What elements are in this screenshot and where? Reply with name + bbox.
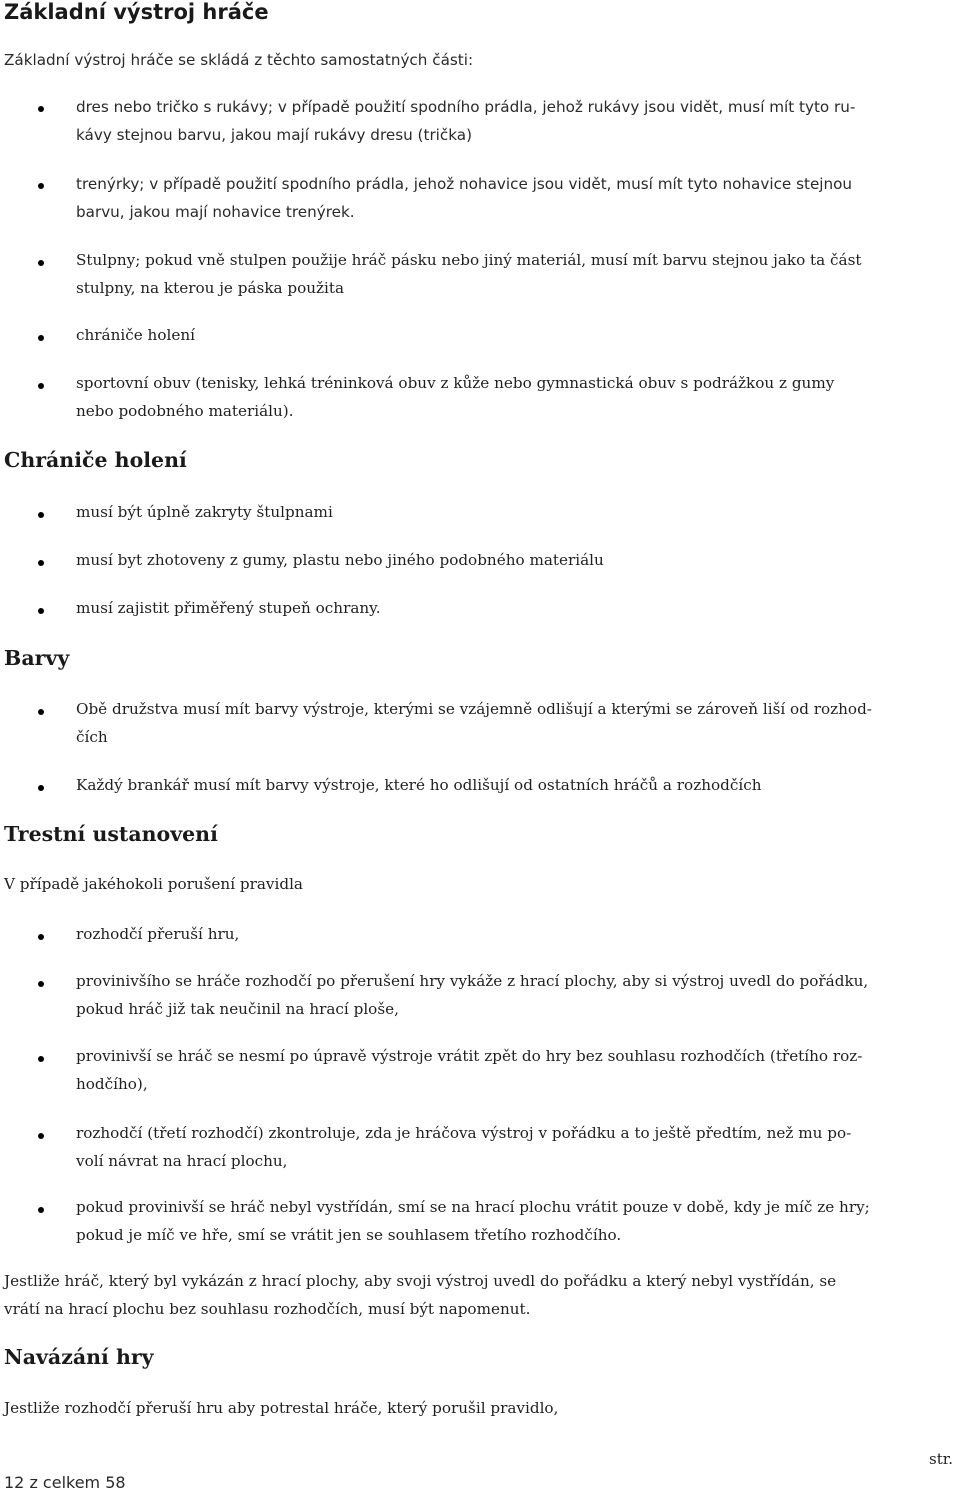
list-item-line: provinivší se hráč se nesmí po úpravě výstroje vrátit zpět do hry bez souhlasu rozhodčích (třetího roz- bbox=[76, 1047, 863, 1065]
list-item-line: rozhodčí (třetí rozhodčí) zkontroluje, zda je hráčova výstroj v pořádku a to ještě předtím, než mu po- bbox=[76, 1124, 852, 1142]
bullet bbox=[38, 709, 44, 715]
section-title-zakladni-vystroj: Základní výstroj hráče bbox=[4, 0, 269, 24]
bullet bbox=[38, 1207, 44, 1213]
list-item-line: čích bbox=[76, 728, 108, 746]
list-item-line: pokud hráč již tak neučinil na hrací ploše, bbox=[76, 1000, 399, 1018]
list-item-line: musí byt zhotoveny z gumy, plastu nebo jiného podobného materiálu bbox=[76, 551, 604, 569]
section-title-barvy: Barvy bbox=[4, 646, 70, 670]
list-item-line: volí návrat na hrací plochu, bbox=[76, 1152, 288, 1170]
list-item-line: kávy stejnou barvu, jakou mají rukávy dresu (trička) bbox=[76, 126, 473, 144]
bullet bbox=[38, 560, 44, 566]
list-item-line: trenýrky; v případě použití spodního prádla, jehož nohavice jsou vidět, musí mít tyto nohavice stejnou bbox=[76, 175, 853, 193]
bullet bbox=[38, 934, 44, 940]
list-item-line: musí zajistit přiměřený stupeň ochrany. bbox=[76, 599, 381, 617]
list-item-line: barvu, jakou mají nohavice trenýrek. bbox=[76, 203, 355, 221]
bullet bbox=[38, 106, 44, 112]
list-item-line: pokud je míč ve hře, smí se vrátit jen se souhlasem třetího rozhodčího. bbox=[76, 1226, 622, 1244]
bullet bbox=[38, 335, 44, 341]
list-item-line: dres nebo tričko s rukávy; v případě použití spodního prádla, jehož rukávy jsou vidět, musí mít tyto ru- bbox=[76, 98, 856, 116]
list-item-line: stulpny, na kterou je páska použita bbox=[76, 279, 345, 297]
bullet bbox=[38, 1056, 44, 1062]
section-title-trestni-ustanoveni: Trestní ustanovení bbox=[4, 822, 218, 846]
bullet bbox=[38, 981, 44, 987]
bullet bbox=[38, 1133, 44, 1139]
section-intro: V případě jakéhokoli porušení pravidla bbox=[4, 875, 303, 893]
list-item-line: musí být úplně zakryty štulpnami bbox=[76, 503, 333, 521]
list-item-line: hodčího), bbox=[76, 1075, 148, 1093]
list-item-line: chrániče holení bbox=[76, 326, 195, 344]
footer-str-label: str. bbox=[929, 1450, 954, 1468]
list-item-line: pokud provinivší se hráč nebyl vystřídán, smí se na hrací plochu vrátit pouze v době, kdy je míč ze hry; bbox=[76, 1198, 870, 1216]
section-title-chranice-holeni: Chrániče holení bbox=[4, 448, 187, 472]
list-item-line: Stulpny; pokud vně stulpen použije hráč pásku nebo jiný materiál, musí mít barvu stejnou jako ta část bbox=[76, 251, 862, 269]
bullet bbox=[38, 512, 44, 518]
list-item-line: Obě družstva musí mít barvy výstroje, kterými se vzájemně odlišují a kterými se zároveň liší od rozhod- bbox=[76, 700, 872, 718]
bullet bbox=[38, 785, 44, 791]
bullet bbox=[38, 383, 44, 389]
list-item-line: sportovní obuv (tenisky, lehká tréninková obuv z kůže nebo gymnastická obuv s podrážkou z gumy bbox=[76, 374, 835, 392]
list-item-line: rozhodčí přeruší hru, bbox=[76, 925, 240, 943]
closing-paragraph-line: vrátí na hrací plochu bez souhlasu rozhodčích, musí být napomenut. bbox=[4, 1300, 531, 1318]
list-item-line: Každý brankář musí mít barvy výstroje, které ho odlišují od ostatních hráčů a rozhodčích bbox=[76, 776, 762, 794]
section-intro: Jestliže rozhodčí přeruší hru aby potrestal hráče, který porušil pravidlo, bbox=[4, 1399, 559, 1417]
bullet bbox=[38, 183, 44, 189]
list-item-line: nebo podobného materiálu). bbox=[76, 402, 294, 420]
footer-page-number: 12 z celkem 58 bbox=[4, 1473, 126, 1492]
closing-paragraph-line: Jestliže hráč, který byl vykázán z hrací plochy, aby svoji výstroj uvedl do pořádku a který nebyl vystřídán, se bbox=[4, 1272, 837, 1290]
bullet bbox=[38, 260, 44, 266]
section-intro: Základní výstroj hráče se skládá z těchto samostatných části: bbox=[4, 51, 474, 69]
section-title-navazani-hry: Navázání hry bbox=[4, 1345, 154, 1369]
list-item-line: provinivšího se hráče rozhodčí po přerušení hry vykáže z hrací plochy, aby si výstroj uvedl do pořádku, bbox=[76, 972, 869, 990]
bullet bbox=[38, 608, 44, 614]
